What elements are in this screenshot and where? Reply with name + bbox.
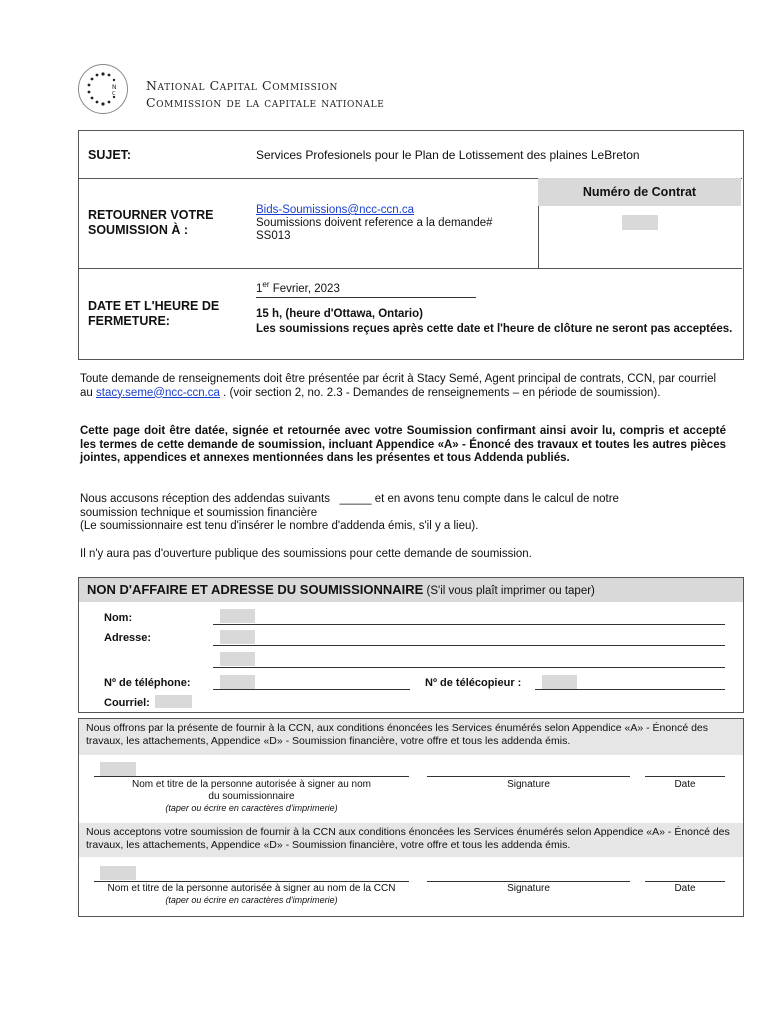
name-field[interactable] <box>213 624 725 625</box>
phone-field[interactable] <box>213 689 410 690</box>
accept-name-redacted <box>100 866 136 880</box>
contract-number-redacted <box>622 215 658 230</box>
return-info <box>256 204 536 243</box>
offer-caption-line3: (taper ou écrire en caractères d'imprimerie) <box>165 803 338 813</box>
accept-date-label: Date <box>674 883 696 894</box>
late-bids-note: Les soumissions reçues après cette date et l'heure de clôture ne seront pas acceptées. <box>256 323 733 335</box>
accept-name-caption <box>94 883 409 906</box>
closing-time: 15 h, (heure d'Ottawa, Ontario) <box>256 308 423 320</box>
name-label: Nom: <box>104 612 133 624</box>
address2-field[interactable] <box>213 667 725 668</box>
accept-date-field[interactable] <box>645 881 725 882</box>
inquiry-paragraph <box>80 373 726 400</box>
addenda-text-end: et en avons tenu compte dans le calcul de notre <box>371 493 619 505</box>
offer-date-label: Date <box>674 779 696 790</box>
accept-text: Nous acceptons votre soumission de fournir à la CCN aux conditions énoncées les Services énumérés selon Appendice «A» - Énoncé des travaux, les attachements, Appendice «D» - Soumission financière, votre offre et tous les addenda émis. <box>86 826 730 851</box>
inquiry-text: Toute demande de renseignements doit être présentée par écrit à Stacy Semé, Agent principal de contrats, CCN, par courriel au <box>80 373 717 399</box>
closing-label-line2: FERMETURE: <box>88 314 170 328</box>
subject-value: Services Profesionels pour le Plan de Lotissement des plaines LeBreton <box>256 148 640 162</box>
accept-caption-line2: (taper ou écrire en caractères d'imprimerie) <box>165 895 338 905</box>
offer-text: Nous offrons par la présente de fournir à la CCN, aux conditions énoncées les Services énumérés selon Appendice «A» - Énoncé des travaux, les attachements, Appendice «D» - Soumission financière, votre offre et tous les addenda émis. <box>86 722 709 747</box>
phone-redacted <box>220 675 255 689</box>
return-label-line2: SOUMISSION À : <box>88 223 189 237</box>
closing-date-rest: Fevrier, 2023 <box>269 282 340 295</box>
return-note: Soumissions doivent reference a la demande# <box>256 217 493 229</box>
bidder-title: NON D'AFFAIRE ET ADRESSE DU SOUMISSIONNAIRE <box>87 582 424 597</box>
bidder-title-note: (S'il vous plaît imprimer ou taper) <box>423 585 595 597</box>
inquiry-email-link[interactable]: stacy.seme@ncc-ccn.ca <box>96 386 220 399</box>
return-ref: SS013 <box>256 230 291 242</box>
offer-signature-label: Signature <box>507 779 550 790</box>
addenda-line2: soumission technique et soumission financière <box>80 506 318 519</box>
svg-text:N: N <box>112 84 117 91</box>
offer-signature-field[interactable] <box>427 776 630 777</box>
return-label <box>88 208 213 238</box>
fax-redacted <box>542 675 577 689</box>
closing-date <box>256 278 340 296</box>
contract-number-label: Numéro de Contrat <box>538 178 741 206</box>
offer-name-caption <box>94 779 409 814</box>
closing-label <box>88 299 219 329</box>
bidder-section-header <box>79 578 743 602</box>
accept-signature-label: Signature <box>507 883 550 894</box>
closing-date-day: 1 <box>256 282 263 295</box>
name-redacted <box>220 609 255 623</box>
fax-label: Nº de télécopieur : <box>425 677 522 689</box>
inquiry-text-end: . (voir section 2, no. 2.3 - Demandes de renseignements – en période de soumission). <box>219 386 661 399</box>
email-label: Courriel: <box>104 697 150 709</box>
addenda-blank[interactable]: _____ <box>339 493 372 505</box>
offer-date-field[interactable] <box>645 776 725 777</box>
closing-time-block <box>256 307 736 337</box>
addenda-paragraph <box>80 493 726 534</box>
offer-name-field[interactable] <box>94 776 409 777</box>
offer-name-redacted <box>100 762 136 776</box>
no-public-opening: Il n'y aura pas d'ouverture publique des soumissions pour cette demande de soumission. <box>80 548 532 560</box>
address2-redacted <box>220 652 255 666</box>
closing-date-sup: er <box>262 280 270 289</box>
fax-field[interactable] <box>535 689 725 690</box>
org-name <box>146 77 384 111</box>
offer-caption-line2: du soumissionnaire <box>208 791 295 802</box>
date-underline <box>256 297 476 298</box>
address-label: Adresse: <box>104 632 152 644</box>
addenda-line3: (Le soumissionnaire est tenu d'insérer le nombre d'addenda émis, s'il y a lieu). <box>80 520 479 532</box>
addenda-text: Nous accusons réception des addendas suivants <box>80 493 330 505</box>
subject-label: SUJET: <box>88 148 132 162</box>
accept-name-field[interactable] <box>94 881 409 882</box>
address-field[interactable] <box>213 645 725 646</box>
address-redacted <box>220 630 255 644</box>
sign-paragraph: Cette page doit être datée, signée et retournée avec votre Soumission confirmant ainsi avoir lu, compris et accepté les termes de cette demande de soumission, incluant Appendice «A» - Énoncé des travaux et toutes les autres pièces jointes, appendices et annexes mentionnées dans les présentes et tous Addenda publiés. <box>80 425 726 464</box>
accept-caption-line1: Nom et titre de la personne autorisée à signer au nom de la CCN <box>107 883 396 894</box>
org-name-en: National Capital Commission <box>146 78 338 93</box>
return-label-line1: RETOURNER VOTRE <box>88 208 214 222</box>
accept-signature-field[interactable] <box>427 881 630 882</box>
return-email-link[interactable]: Bids-Soumissions@ncc-ccn.ca <box>256 204 415 216</box>
closing-label-line1: DATE ET L'HEURE DE <box>88 299 220 313</box>
offer-caption-line1: Nom et titre de la personne autorisée à signer au nom <box>131 779 372 790</box>
phone-label: Nº de téléphone: <box>104 677 191 689</box>
ncc-seal-logo <box>78 64 128 114</box>
svg-text:C: C <box>112 91 116 97</box>
org-name-fr: Commission de la capitale nationale <box>146 95 385 110</box>
email-redacted <box>155 695 192 708</box>
